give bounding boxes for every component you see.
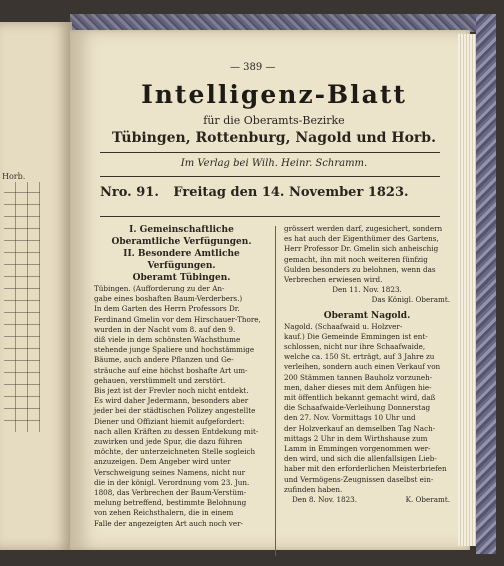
- text-line: mittags 2 Uhr in dem Wirthshause zum: [284, 433, 428, 443]
- publisher-line: Im Verlag bei Wilh. Heinr. Schramm.: [180, 158, 368, 169]
- text-line: der Holzverkauf an demselben Tag Nach-: [284, 423, 436, 433]
- text-line: 200 Stämmen tannen Bauholz vorzuneh-: [284, 372, 433, 382]
- right-column: [284, 224, 450, 505]
- masthead-subtitle: für die Oberamts-Bezirke: [203, 114, 345, 127]
- article-date: Den 11. Nov. 1823.: [332, 285, 402, 295]
- divider: [100, 176, 440, 177]
- text-line: schlossen, nicht nur ihre Schaafwaide,: [284, 342, 426, 352]
- office-heading: Oberamt Nagold.: [323, 310, 411, 321]
- page-edges: [458, 34, 476, 546]
- issue-number: Nro. 91.: [100, 185, 159, 200]
- text-line: Herr Professor Dr. Gmelin sich anheischig: [284, 244, 439, 254]
- text-line: anzuzeigen. Dem Angeber wird unter: [94, 457, 231, 467]
- text-line: welche ca. 150 St. erträgt, auf 3 Jahre zu: [284, 352, 435, 362]
- text-line: möchte, der unterzeichneten Stelle sogleich: [94, 447, 256, 457]
- divider: [100, 152, 440, 153]
- newspaper-page: [70, 30, 470, 550]
- text-line: den 27. Nov. Vormittags 10 Uhr und: [284, 413, 416, 423]
- text-line: die Schaafwaide-Verleihung Donnerstag: [284, 403, 431, 413]
- text-line: nach allen Kräften zu dessen Entdekung mit-: [94, 426, 259, 436]
- text-line: Tübingen. (Aufforderung zu der An-: [94, 284, 225, 293]
- text-line: mit öffentlich bekannt gemacht wird, daß: [284, 393, 436, 403]
- text-line: gehauen, verstümmelt und zerstört.: [94, 375, 226, 385]
- page-number: — 389 —: [230, 62, 276, 73]
- text-line: zuwirken und jede Spur, die dazu führen: [94, 437, 243, 447]
- section-heading-1: I. Gemeinschaftliche Oberamtliche Verfügungen.: [111, 225, 252, 247]
- facing-page-table: [4, 182, 40, 432]
- text-line: sträuche auf eine höchst boshafte Art um-: [94, 365, 248, 375]
- article-signature: Das Königl. Oberamt.: [371, 295, 450, 305]
- issue-line: [100, 185, 440, 200]
- article-signature: K. Oberamt.: [405, 495, 450, 505]
- text-line: diß viele in dem schönsten Wachsthume: [94, 335, 241, 345]
- text-line: kauf.) Die Gemeinde Emmingen ist ent-: [284, 331, 428, 341]
- office-heading: Oberamt Tübingen.: [132, 273, 231, 283]
- article-date: Den 8. Nov. 1823.: [292, 495, 358, 505]
- text-line: Bis jezt ist der Frevler noch nicht entdekt.: [94, 386, 249, 396]
- text-line: Bäume, auch andere Pflanzen und Ge-: [94, 355, 234, 365]
- text-line: gemacht, ihn mit noch weiteren fünfzig: [284, 254, 428, 264]
- text-line: Falle der angezeigten Art auch noch ver-: [94, 518, 243, 528]
- text-line: Verschweigung seines Namens, nicht nur: [94, 467, 246, 477]
- text-line: Diener und Offiziant hiemit aufgefordert:: [94, 416, 245, 426]
- article-body: [94, 284, 269, 529]
- text-line: zufinden haben.: [284, 484, 343, 494]
- facing-page-label: Horb.: [2, 172, 26, 181]
- text-line: Gulden besonders zu belohnen, wenn das: [284, 264, 436, 274]
- text-line: Nagold. (Schaafwaid u. Holzver-: [284, 321, 403, 331]
- column-divider: [275, 226, 276, 556]
- text-line: jeder bei der städtischen Polizey angestellte: [94, 406, 256, 416]
- article-body: [284, 322, 450, 495]
- text-line: 1808, das Verbrechen der Baum-Verstüm-: [94, 488, 247, 498]
- text-line: verleihen, sondern auch einen Verkauf von: [284, 362, 441, 372]
- text-line: haber mit den erforderlichen Meisterbriefen: [284, 464, 447, 474]
- text-line: grössert werden darf, zugesichert, sondern: [284, 224, 443, 233]
- facing-page: [0, 22, 72, 550]
- text-line: stehende junge Spaliere und hochstämmige: [94, 345, 255, 355]
- left-column: [94, 224, 269, 529]
- text-line: melung betreffend, bestimmte Belohnung: [94, 498, 247, 508]
- section-heading-2: II. Besondere Amtliche Verfügungen.: [123, 249, 240, 271]
- masthead-title: Intelligenz-Blatt: [141, 80, 407, 109]
- text-line: und Vermögens-Zeugnissen daselbst ein-: [284, 474, 434, 484]
- text-line: In dem Garten des Herrn Professors Dr.: [94, 304, 240, 314]
- text-line: es hat auch der Eigenthümer des Gartens,: [284, 234, 439, 244]
- text-line: Es wird daher Jedermann, besonders aber: [94, 396, 249, 406]
- text-line: von zehen Reichsthalern, die in einem: [94, 508, 234, 518]
- text-line: die in der königl. Verordnung vom 23. Jun.: [94, 477, 250, 487]
- text-line: Ferdinand Gmelin vor dem Hirschauer-Thore,: [94, 314, 261, 324]
- divider: [100, 216, 440, 217]
- text-line: men, daher dieses mit dem Anfügen hie-: [284, 382, 432, 392]
- text-line: wurden in der Nacht vom 8. auf den 9.: [94, 324, 236, 334]
- article-body: [284, 224, 450, 285]
- text-line: den wird, und sich die allenfallsigen Lieb-: [284, 454, 437, 464]
- text-line: gabe eines boshaften Baum-Verderbers.): [94, 294, 243, 304]
- text-line: Verbrechen erwiesen wird.: [284, 275, 383, 285]
- marbled-cover-right: [476, 14, 496, 554]
- masthead-districts: Tübingen, Rottenburg, Nagold und Horb.: [112, 130, 436, 146]
- issue-date: Freitag den 14. November 1823.: [173, 185, 409, 200]
- text-line: Lamm in Emmingen vorgenommen wer-: [284, 444, 431, 454]
